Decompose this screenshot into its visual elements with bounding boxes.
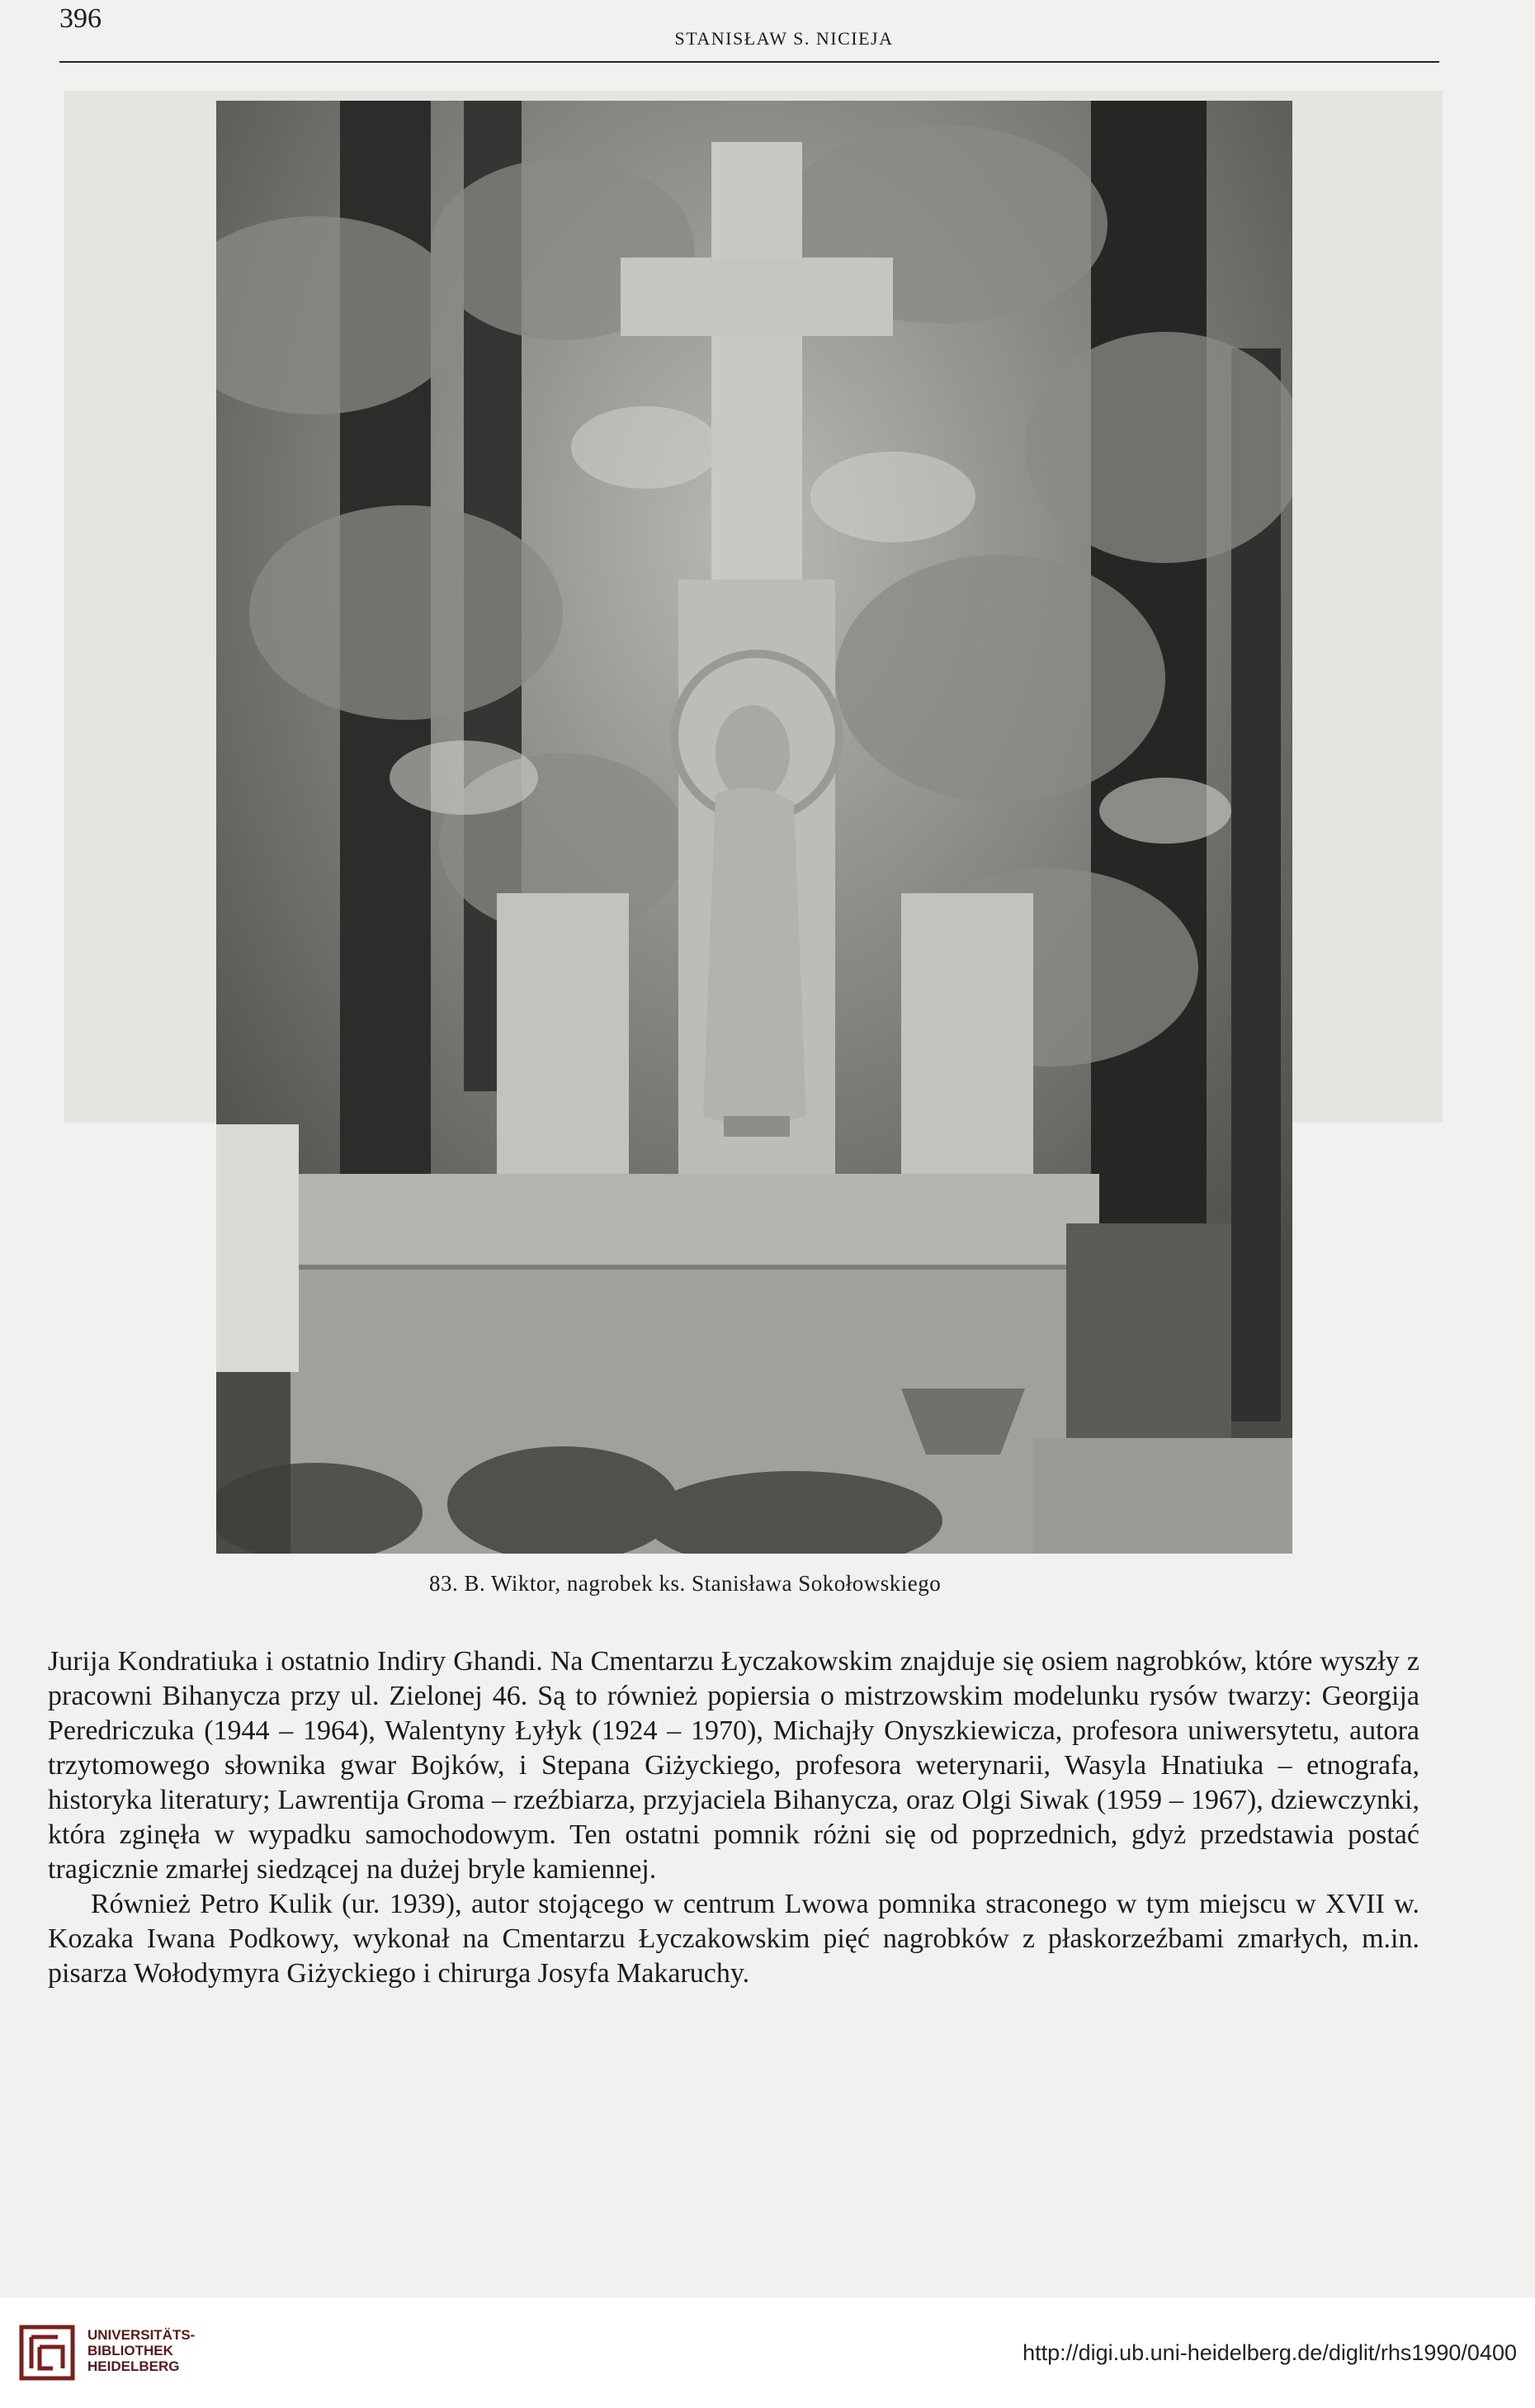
page-number: 396 — [59, 3, 102, 34]
logo-line: BIBLIOTHEK — [87, 2343, 173, 2358]
header-rule — [59, 61, 1439, 63]
running-head: STANISŁAW S. NICIEJA — [674, 28, 894, 49]
library-logo-icon — [17, 2322, 78, 2383]
footer-bar — [0, 2297, 1535, 2408]
figure-caption: 83. B. Wiktor, nagrobek ks. Stanisława Sokołowskiego — [429, 1571, 942, 1596]
library-logo-text — [87, 2327, 195, 2374]
paragraph: Również Petro Kulik (ur. 1939), autor stojącego w centrum Lwowa pomnika straconego w tym miejscu w XVII w. Kozaka Iwana Podkowy, wykonał na Cmentarzu Łyczakowskim pięć nagrobków z płaskorzeźbami zmarłych, m.in. pisarza Wołodymyra Giżyckiego i chirurga Josyfa Makaruchy. — [48, 1889, 1419, 1989]
logo-line: HEIDELBERG — [87, 2358, 180, 2374]
body-text — [48, 1644, 1419, 1991]
tombstone-photo — [216, 101, 1292, 1554]
paragraph: Jurija Kondratiuka i ostatnio Indiry Ghandi. Na Cmentarzu Łyczakowskim znajduje się osiem nagrobków, które wyszły z pracowni Bihanycza przy ul. Zielonej 46. Są to również popiersia o mistrzowskim modelunku rysów twarzy: Georgija Peredriczuka (1944 – 1964), Walentyny Łyłyk (1924 – 1970), Michajły Onyszkiewicza, profesora uniwersytetu, autora trzytomowego słownika gwar Bojków, i Stepana Giżyckiego, profesora weterynarii, Wasyla Hnatiuka – etnografa, historyka literatury; Lawrentija Groma – rzeźbiarza, przyjaciela Bihanycza, oraz Olgi Siwak (1959 – 1967), dziewczynki, która zginęła w wypadku samochodowym. Ten ostatni pomnik różni się od poprzednich, gdyż przedstawia postać tragicznie zmarłej siedzącej na dużej bryle kamiennej. — [48, 1646, 1419, 1885]
source-url[interactable]: http://digi.ub.uni-heidelberg.de/diglit/rhs1990/0400 — [1023, 2340, 1517, 2365]
logo-line: UNIVERSITÄTS- — [87, 2327, 196, 2343]
